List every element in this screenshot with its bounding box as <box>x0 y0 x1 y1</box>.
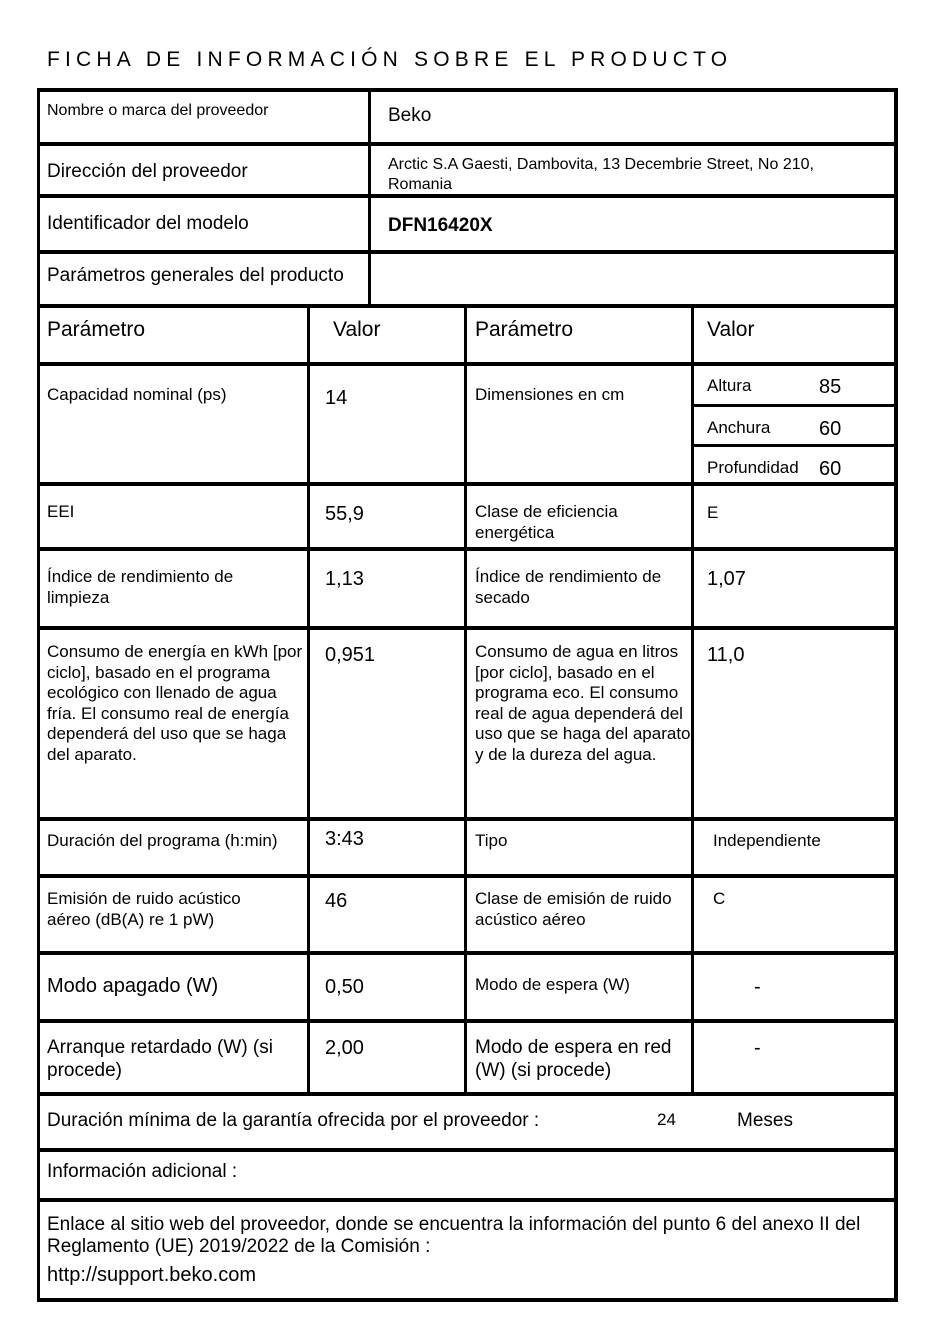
noise-class-value: C <box>713 889 726 908</box>
type-label: Tipo <box>475 831 508 850</box>
standby-label: Modo de espera (W) <box>475 975 630 994</box>
page-title: FICHA DE INFORMACIÓN SOBRE EL PRODUCTO <box>47 48 733 71</box>
drying-index-label: Índice de rendimiento de secado <box>475 567 662 607</box>
website-label: Enlace al sitio web del proveedor, donde se encuentra la información del punto 6 del anexo II del Reglamento (UE) 2019/2022 de la Comisión : <box>47 1214 861 1257</box>
delayed-start-label: Arranque retardado (W) (si procede) <box>47 1037 273 1081</box>
eei-label: EEI <box>47 502 75 521</box>
energy-consumption-value: 0,951 <box>325 644 376 666</box>
website-link[interactable]: http://support.beko.com <box>47 1264 257 1286</box>
warranty-label: Duración mínima de la garantía ofrecida por el proveedor : <box>47 1110 540 1131</box>
warranty-value: 24 <box>657 1110 676 1129</box>
supplier-name-value: Beko <box>388 105 432 126</box>
cleaning-index-value: 1,13 <box>325 568 364 590</box>
additional-info-label: Información adicional : <box>47 1161 238 1182</box>
dimension-depth-value: 60 <box>819 458 842 480</box>
supplier-address-line1: Arctic S.A Gaesti, Dambovita, 13 Decembrie Street, No 210, <box>388 156 814 173</box>
dimension-depth-label: Profundidad <box>707 458 799 477</box>
warranty-unit: Meses <box>737 1110 793 1131</box>
noise-emission-label: Emisión de ruido acústico aéreo (dB(A) re 1 pW) <box>47 889 241 929</box>
energy-class-value: E <box>707 503 719 522</box>
general-params-label: Parámetros generales del producto <box>47 265 344 286</box>
header-value-1: Valor <box>333 318 381 341</box>
model-id-label: Identificador del modelo <box>47 213 249 234</box>
capacity-label: Capacidad nominal (ps) <box>47 385 227 404</box>
dimension-height-value: 85 <box>819 376 842 398</box>
off-mode-label: Modo apagado (W) <box>47 975 219 997</box>
header-value-2: Valor <box>707 318 755 341</box>
delayed-start-value: 2,00 <box>325 1037 364 1059</box>
dimension-width-label: Anchura <box>707 418 771 437</box>
network-standby-label: Modo de espera en red (W) (si procede) <box>475 1037 672 1081</box>
standby-value: - <box>754 976 761 998</box>
network-standby-value: - <box>754 1037 761 1059</box>
water-consumption-value: 11,0 <box>707 644 745 666</box>
eei-value: 55,9 <box>325 503 364 525</box>
drying-index-value: 1,07 <box>707 568 746 590</box>
cleaning-index-label: Índice de rendimiento de limpieza <box>47 567 234 607</box>
dimension-width-value: 60 <box>819 418 842 440</box>
header-param-2: Parámetro <box>475 318 574 341</box>
type-value: Independiente <box>713 831 821 850</box>
program-duration-value: 3:43 <box>325 828 364 850</box>
water-consumption-label: Consumo de agua en litros [por ciclo], basado en el programa eco. El consumo real de agua dependerá del uso que se haga del aparato y de la dureza del agua. <box>475 642 691 764</box>
capacity-value: 14 <box>325 387 348 409</box>
energy-class-label: Clase de eficiencia energética <box>475 502 618 542</box>
supplier-address-line2: Romania <box>388 176 453 193</box>
off-mode-value: 0,50 <box>325 976 364 998</box>
supplier-name-label: Nombre o marca del proveedor <box>47 102 269 119</box>
supplier-address-label: Dirección del proveedor <box>47 161 248 182</box>
dimension-height-label: Altura <box>707 376 752 395</box>
model-id-value: DFN16420X <box>388 215 493 236</box>
dimensions-label: Dimensiones en cm <box>475 385 625 404</box>
noise-emission-value: 46 <box>325 890 348 912</box>
noise-class-label: Clase de emisión de ruido acústico aéreo <box>475 889 672 929</box>
energy-consumption-label: Consumo de energía en kWh [por ciclo], basado en el programa ecológico con llenado de agua fría. El consumo real de energía dependerá del uso que se haga del aparato. <box>47 642 303 764</box>
header-param-1: Parámetro <box>47 318 146 341</box>
program-duration-label: Duración del programa (h:min) <box>47 831 278 850</box>
